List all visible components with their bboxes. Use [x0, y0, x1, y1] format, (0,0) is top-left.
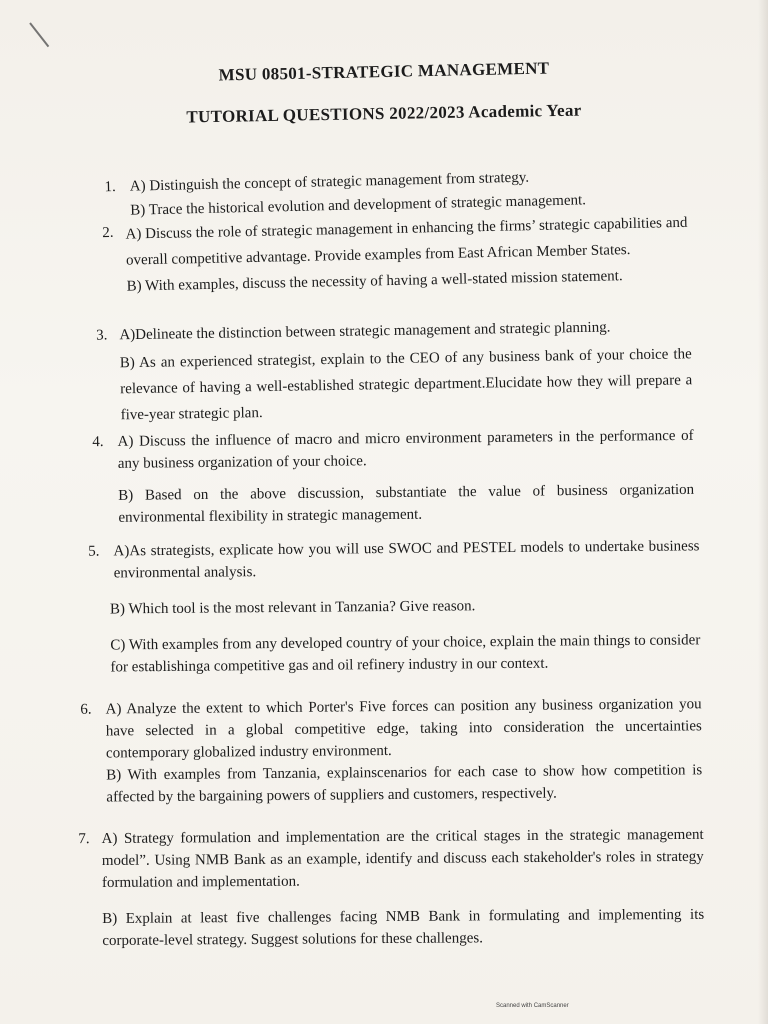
- question-part-a: A) Discuss the role of strategic management in enhancing the firms’ strategic capabilities and overall competitive advantage. Provide examples from East African Member States.: [125, 214, 688, 269]
- question-part-b: B) As an experienced strategist, explain to the CEO of any business bank of your choice the relevance of having a well-established strategic department.Elucidate how they will prepare a five-year strategic plan.: [119, 346, 693, 424]
- question-number: 3.: [96, 327, 108, 344]
- page-edge-shadow: [758, 0, 768, 1024]
- question-6: [76, 693, 703, 808]
- question-number: 1.: [104, 178, 116, 196]
- question-part-a: A)As strategists, explicate how you will use SWOC and PESTEL models to undertake business environmental analysis.: [113, 538, 700, 582]
- question-part-b: B) Trace the historical evolution and development of strategic management.: [130, 192, 587, 219]
- question-part-b: B) Explain at least five challenges facing NMB Bank in formulating and implementing its corporate-level strategy. Suggest solutions for these challenges.: [102, 906, 705, 950]
- course-title: MSU 08501-STRATEGIC MANAGEMENT: [218, 58, 550, 85]
- question-number: 5.: [88, 543, 100, 560]
- question-part-a: A)Delineate the distinction between strategic management and strategic planning.: [119, 319, 611, 344]
- question-part-b: B) With examples from Tanzania, explainscenarios for each case to show how competition is affected by the bargaining powers of suppliers and customers, respectively.: [106, 762, 703, 806]
- question-part-b: B) Which tool is the most relevant in Tanzania? Give reason.: [109, 598, 476, 618]
- scanner-watermark: Scanned with CamScanner: [496, 1003, 569, 1009]
- question-number: 7.: [78, 831, 90, 848]
- question-3: [91, 315, 693, 428]
- question-part-c: C) With examples from any developed country of your choice, explain the main things to consider for establishinga competitive gas and oil refinery industry in our context.: [110, 632, 701, 676]
- question-4: [88, 425, 695, 529]
- question-5: [83, 535, 700, 678]
- question-number: 2.: [102, 224, 114, 242]
- question-number: 4.: [92, 434, 104, 451]
- question-2: [97, 210, 688, 298]
- question-part-a: A) Strategy formulation and implementation are the critical stages in the strategic management model”. Using NMB Bank as an example, identify and discuss each stakeholder's roles in strategy formulation and implementation.: [101, 826, 704, 892]
- question-part-a: A) Discuss the influence of macro and micro environment parameters in the performance of any business organization of your choice.: [117, 427, 694, 472]
- question-number: 6.: [80, 701, 92, 718]
- question-part-a: A) Analyze the extent to which Porter's Five forces can position any business organization you have selected in a global competitive edge, taking into consideration the uncertainties contemporary globalized industry environment.: [105, 696, 702, 762]
- pen-mark: [29, 22, 49, 47]
- question-part-b: B) With examples, discuss the necessity of having a well-stated mission statement.: [126, 268, 623, 295]
- document-subtitle: TUTORIAL QUESTIONS 2022/2023 Academic Year: [186, 100, 582, 127]
- question-7: [74, 824, 705, 952]
- question-part-a: A) Distinguish the concept of strategic management from strategy.: [129, 169, 530, 195]
- question-part-b: B) Based on the above discussion, substantiate the value of business organization environmental flexibility in strategic management.: [118, 481, 695, 526]
